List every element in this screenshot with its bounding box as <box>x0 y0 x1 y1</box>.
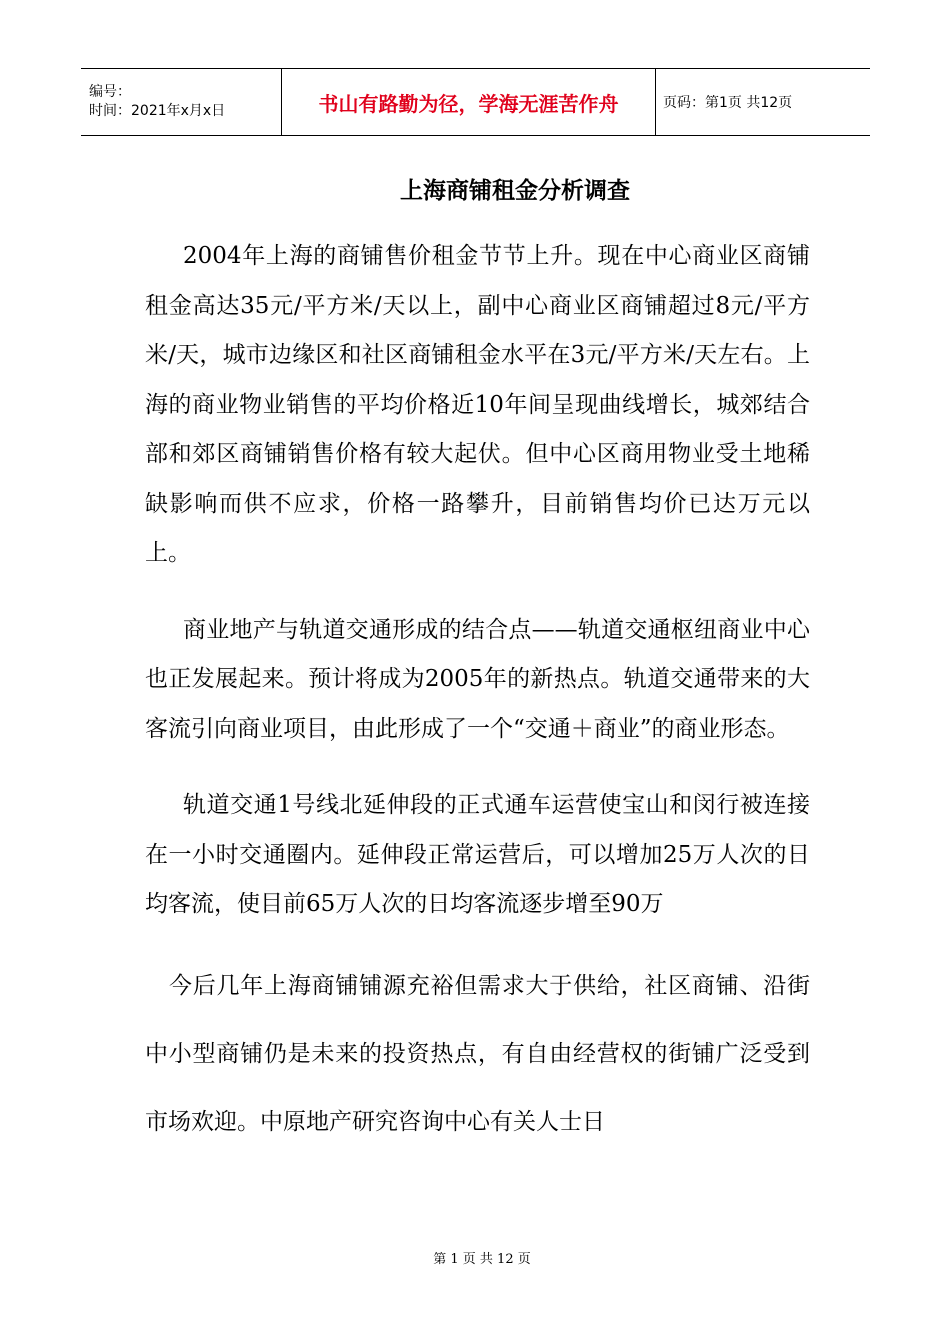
paragraph-3: 轨道交通1号线北延伸段的正式通车运营使宝山和闵行被连接在一小时交通圈内。延伸段正常运营后，可以增加25万人次的日均客流，使目前65万人次的日均客流逐步增至90万 <box>145 792 810 917</box>
page-info: 页码：第1页 共12页 <box>663 95 793 111</box>
motto-text: 书山有路勤为径，学海无涯苦作舟 <box>318 91 619 116</box>
header-page-cell <box>656 69 870 135</box>
page-footer: 第 1 页 共 12 页 <box>433 1252 531 1267</box>
time-label: 时间：2021年x月x日 <box>89 103 226 119</box>
header-motto-cell <box>281 69 656 135</box>
paragraph-4: 今后几年上海商铺铺源充裕但需求大于供给，社区商铺、沿街中小型商铺仍是未来的投资热点，有自由经营权的街铺广泛受到市场欢迎。中原地产研究咨询中心有关人士日 <box>145 972 810 1135</box>
header-left-cell <box>81 69 281 135</box>
header-table <box>81 68 870 136</box>
document-title: 上海商铺租金分析调查 <box>400 178 630 204</box>
paragraph-2: 商业地产与轨道交通形成的结合点——轨道交通枢纽商业中心也正发展起来。预计将成为2005年的新热点。轨道交通带来的大客流引向商业项目，由此形成了一个“交通＋商业”的商业形态。 <box>145 616 810 742</box>
paragraph-1: 2004年上海的商铺售价租金节节上升。现在中心商业区商铺租金高达35元/平方米/天以上，副中心商业区商铺超过8元/平方米/天，城市边缘区和社区商铺租金水平在3元/平方米/天左右。上海的商业物业销售的平均价格近10年间呈现曲线增长，城郊结合部和郊区商铺销售价格有较大起伏。但中心区商用物业受土地稀缺影响而供不应求，价格一路攀升，目前销售均价已达万元以上。 <box>145 243 810 566</box>
code-label: 编号： <box>89 84 131 100</box>
document-body <box>145 232 810 1156</box>
